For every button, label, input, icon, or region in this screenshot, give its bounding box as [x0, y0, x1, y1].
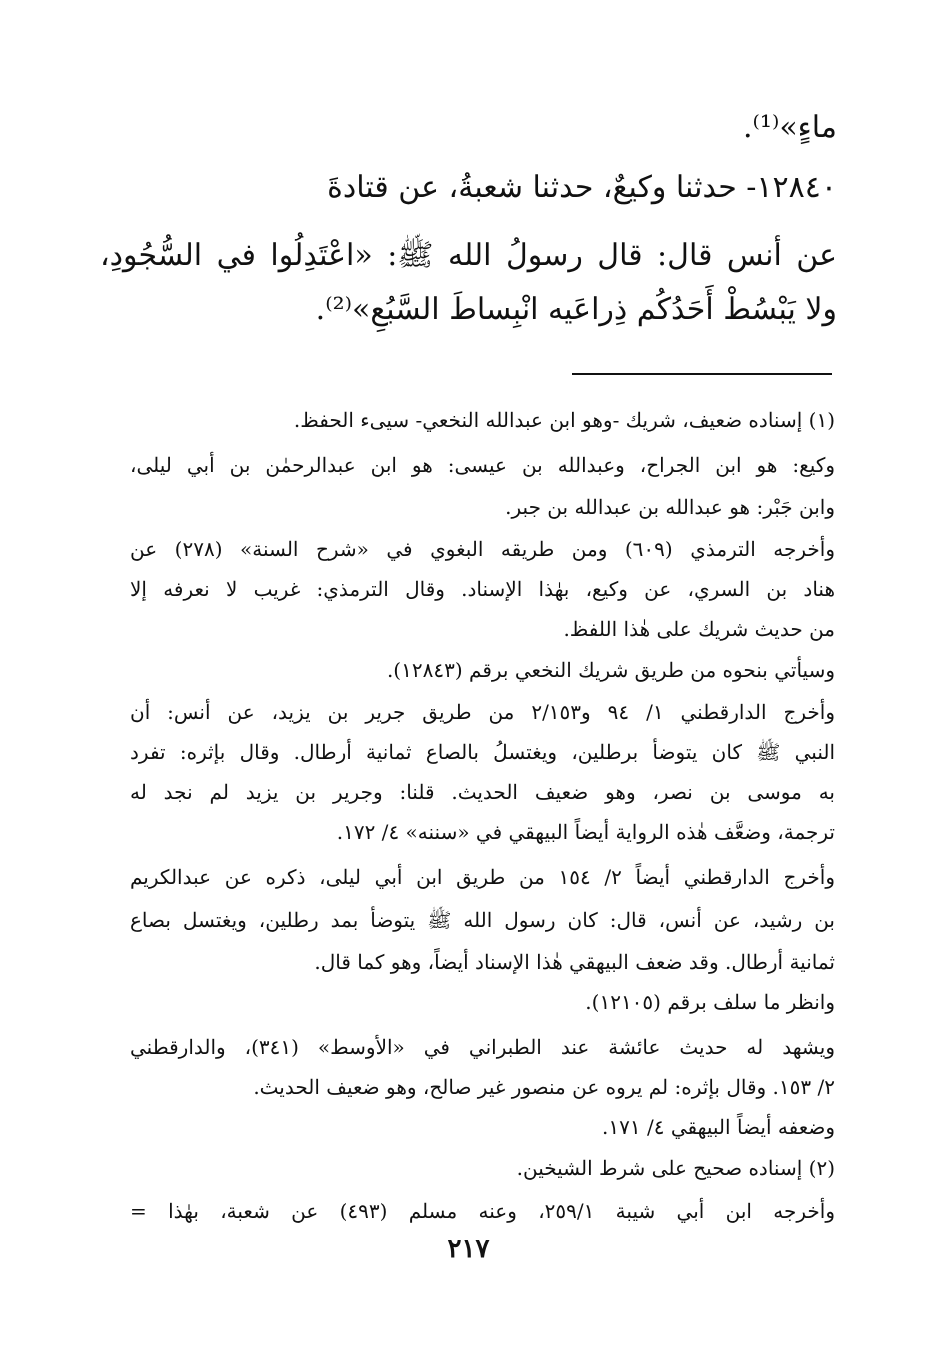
main-text-line-4: ولا يَبْسُطْ أَحَدُكُم ذِراعَيه انْبِساطَ السَّبُعِ»⁽²⁾. [315, 292, 837, 327]
footnote-line-19: (٢) إسناده صحيح على شرط الشيخين. [516, 1156, 835, 1180]
page-number: ٢١٧ [447, 1234, 490, 1264]
main-text-line-3: عن أنس قال: قال رسولُ الله ﷺ: «اعْتَدِلُوا في السُّجُودِ، [100, 238, 837, 273]
footnote-line-12: وأخرج الدارقطني أيضاً ٢/ ١٥٤ من طريق ابن أبي ليلى، ذكره عن عبدالكريم [130, 865, 835, 889]
footnote-line-18: وضعفه أيضاً البيهقي ٤/ ١٧١. [602, 1115, 835, 1139]
footnote-line-17: ٢/ ١٥٣. وقال بإثره: لم يروه عن منصور غير صالح، وهو ضعيف الحديث. [253, 1075, 835, 1099]
footnote-line-15: وانظر ما سلف برقم (١٢١٠٥). [585, 990, 835, 1014]
footnote-line-2: وكيع: هو ابن الجراح، وعبدالله بن عيسى: هو ابن عبدالرحمٰن بن أبي ليلى، [130, 453, 835, 477]
footnote-line-4: وأخرجه الترمذي (٦٠٩) ومن طريقه البغوي في «شرح السنة» (٢٧٨) عن [130, 537, 835, 561]
footnote-line-11: ترجمة، وضعَّف هٰذه الرواية أيضاً البيهقي في «سننه» ٤/ ١٧٢. [336, 820, 835, 844]
footnote-line-7: وسيأتي بنحوه من طريق شريك النخعي برقم (١٢٨٤٣). [386, 658, 835, 682]
footnote-line-6: من حديث شريك على هٰذا اللفظ. [563, 617, 835, 641]
footnote-line-10: به موسى بن نصر، وهو ضعيف الحديث. قلنا: وجرير بن يزيد لم نجد له [130, 780, 835, 804]
footnote-divider [572, 373, 832, 375]
footnote-line-14: ثمانية أرطال. وقد ضعف البيهقي هٰذا الإسناد أيضاً، وهو كما قال. [314, 950, 835, 974]
main-text-line-1: ماءٍ»⁽¹⁾. [743, 110, 837, 145]
footnote-line-20: وأخرجه ابن أبي شيبة ٢٥٩/١، وعنه مسلم (٤٩٣) عن شعبة، بهٰذا = [130, 1199, 835, 1223]
footnote-line-13: بن رشيد، عن أنس، قال: كان رسول الله ﷺ يتوضأ بمد رطلين، ويغتسل بصاع [130, 908, 835, 932]
footnote-line-9: النبي ﷺ كان يتوضأ برطلين، ويغتسلُ بالصاع ثمانية أرطال. وقال بإثره: تفرد [130, 740, 836, 764]
hadith-number-line: ١٢٨٤٠- حدثنا وكيعٌ، حدثنا شعبةُ، عن قتادةَ [327, 170, 837, 205]
footnote-line-8: وأخرج الدارقطني ١/ ٩٤ و٢/١٥٣ من طريق جرير بن يزيد، عن أنس: أن [130, 700, 836, 724]
footnote-line-16: ويشهد له حديث عائشة عند الطبراني في «الأوسط» (٣٤١)، والدارقطني [130, 1035, 835, 1059]
footnote-line-3: وابن جَبْر: هو عبدالله بن عبدالله بن جبر. [505, 495, 835, 519]
footnote-line-5: هناد بن السري، عن وكيع، بهٰذا الإسناد. وقال الترمذي: غريب لا نعرفه إلا [130, 577, 835, 601]
footnote-line-1: (١) إسناده ضعيف، شريك -وهو ابن عبدالله النخعي- سيىء الحفظ. [293, 408, 835, 432]
